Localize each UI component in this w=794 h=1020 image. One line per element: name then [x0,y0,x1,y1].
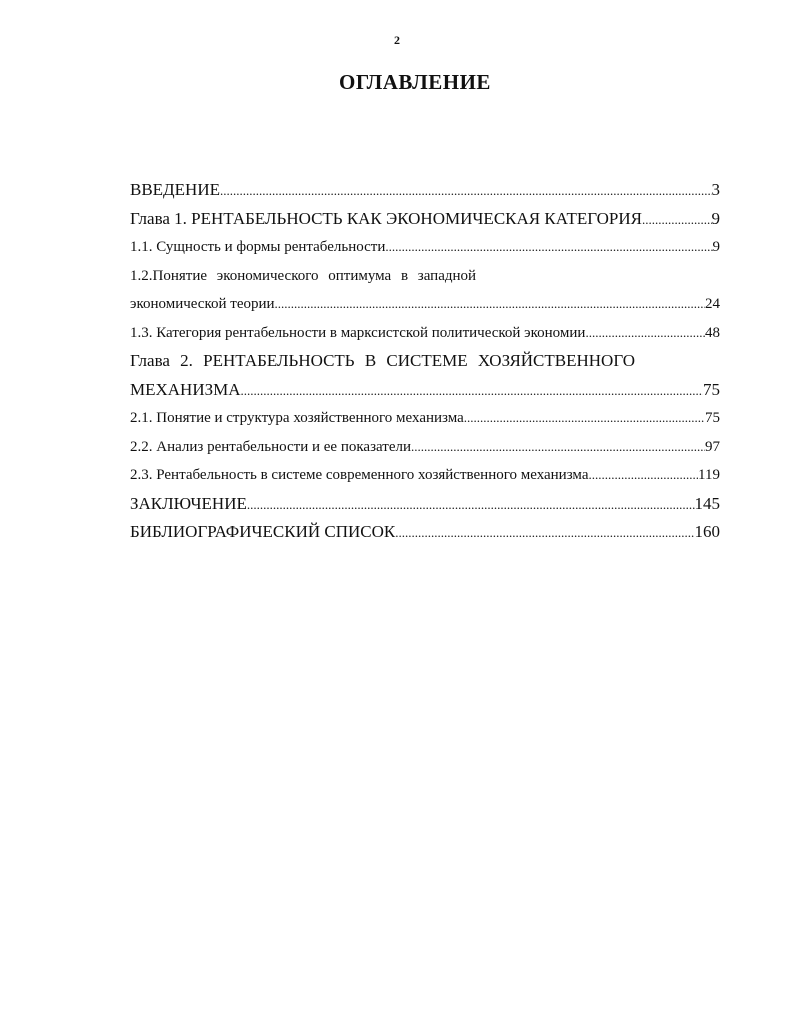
toc-dot-leader [247,491,695,520]
toc-dot-leader [275,290,705,319]
toc-entry-page: 75 [705,410,720,426]
toc-entry-conclusion[interactable] [130,490,720,519]
toc-entry-label: МЕХАНИЗМА [130,379,241,399]
toc-entry-page: 160 [694,522,720,541]
toc-entry-page: 9 [711,208,720,228]
toc-dot-leader [220,177,712,206]
toc-entry-page: 119 [698,467,720,483]
toc-dot-leader [395,519,694,548]
toc-entry-section-2-2[interactable] [130,433,720,462]
toc-entry-label: БИБЛИОГРАФИЧЕСКИЙ СПИСОК [130,522,396,541]
toc-entry-label: ЗАКЛЮЧЕНИЕ [130,493,247,513]
toc-entry-label: 1.1. Сущность и формы рентабельности [130,239,386,255]
toc-entry-page: 24 [705,296,720,312]
toc-entry-section-1-1[interactable] [130,233,720,262]
toc-entry-bibliography[interactable] [130,518,720,547]
toc-entry-page: 75 [703,379,720,399]
toc-entry-label: Глава 2. РЕНТАБЕЛЬНОСТЬ В СИСТЕМЕ ХОЗЯЙСТВЕННОГО [130,351,636,370]
toc-dot-leader [588,461,698,490]
toc-entry-label: 2.2. Анализ рентабельности и ее показатели [130,438,411,455]
toc-dot-leader [642,206,711,235]
toc-entry-label: 2.3. Рентабельность в системе современного хозяйственного механизма [130,467,589,483]
toc-entry-page: 3 [711,180,720,199]
table-of-contents [130,176,720,547]
toc-entry-introduction[interactable] [130,176,720,205]
toc-dot-leader [464,404,705,433]
toc-entry-label: 1.3. Категория рентабельности в марксистской политической экономии [130,324,586,341]
toc-entry-page: 145 [694,493,720,513]
toc-entry-chapter-1[interactable] [130,205,720,234]
toc-dot-leader [385,233,712,262]
toc-entry-section-1-2-line-2[interactable] [130,290,720,319]
toc-entry-page: 9 [712,239,720,255]
toc-dot-leader [585,319,705,348]
toc-entry-page: 97 [705,438,720,455]
toc-entry-section-2-3[interactable] [130,461,720,490]
page-number: 2 [394,33,400,47]
toc-entry-chapter-2-line-1[interactable] [130,347,720,376]
toc-entry-section-1-3[interactable] [130,319,720,348]
toc-entry-label: ВВЕДЕНИЕ [130,180,220,199]
toc-dot-leader [241,377,703,406]
toc-entry-section-1-2-line-1[interactable] [130,262,720,291]
toc-entry-chapter-2-line-2[interactable] [130,376,720,405]
toc-entry-label: экономической теории [130,296,275,312]
page-title: ОГЛАВЛЕНИЕ [339,70,491,94]
toc-dot-leader [411,433,705,462]
toc-entry-label: 1.2.Понятие экономического оптимума в западной [130,267,477,284]
toc-entry-section-2-1[interactable] [130,404,720,433]
toc-entry-label: Глава 1. РЕНТАБЕЛЬНОСТЬ КАК ЭКОНОМИЧЕСКАЯ КАТЕГОРИЯ [130,208,643,228]
toc-entry-page: 48 [705,324,720,341]
toc-entry-label: 2.1. Понятие и структура хозяйственного механизма [130,410,464,426]
